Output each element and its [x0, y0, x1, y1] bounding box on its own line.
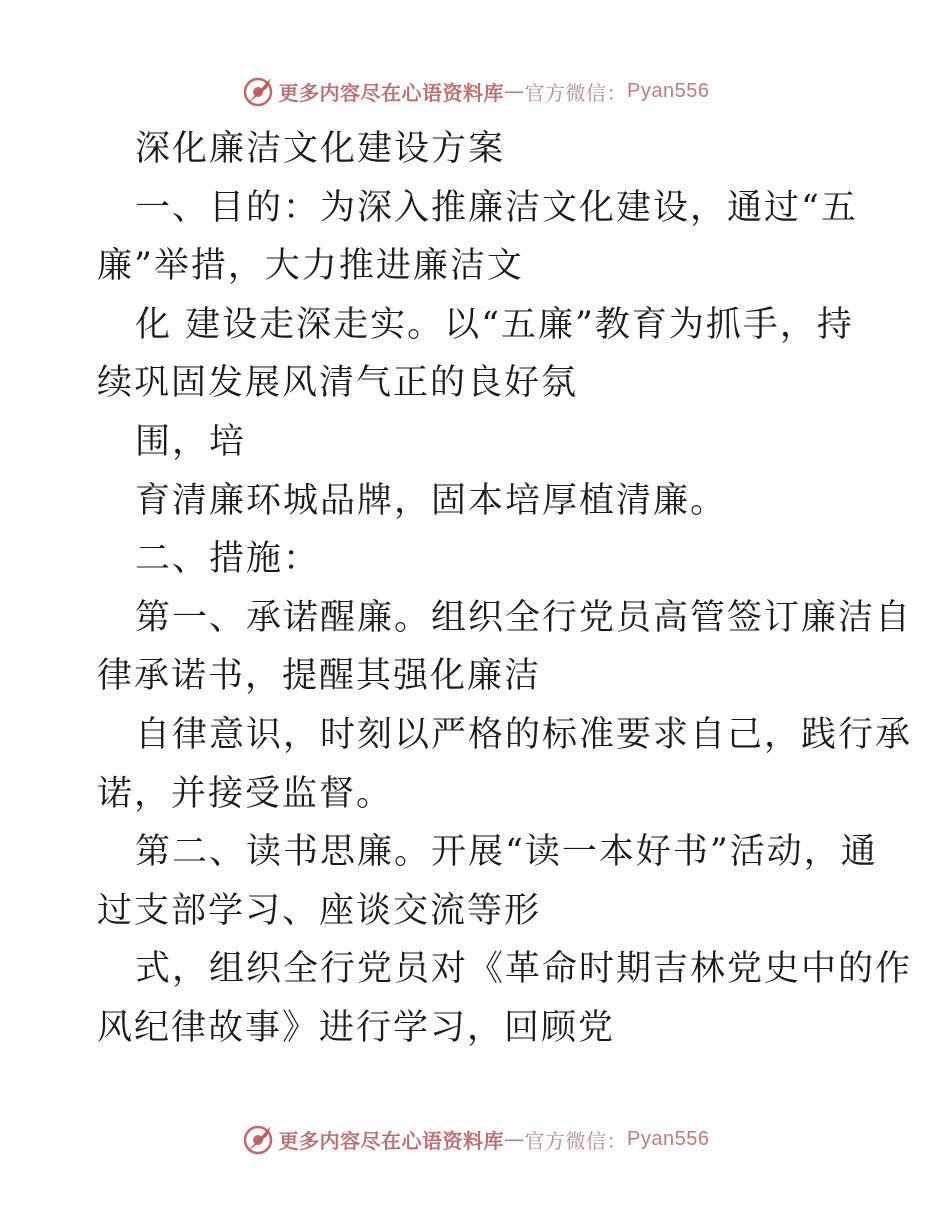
watermark-brand: 更多内容尽在心语资料库	[278, 80, 505, 105]
quill-seal-icon	[241, 74, 275, 108]
quill-seal-icon	[241, 1122, 275, 1156]
paragraph-line: 一、目的：为深入推廉洁文化建设，通过“五	[135, 187, 858, 228]
paragraph-line: 续巩固发展风清气正的良好氛	[97, 363, 579, 404]
paragraph-line: 过支部学习、座谈交流等形	[97, 890, 542, 931]
paragraph-line: 围，培	[135, 421, 247, 462]
watermark-code: Pyan556	[627, 1127, 710, 1150]
paragraph-line: 律承诺书，提醒其强化廉洁	[97, 656, 542, 697]
footer-watermark	[0, 1122, 950, 1156]
paragraph-line: 化 建设走深走实。以“五廉”教育为抓手，持	[135, 304, 854, 345]
paragraph-line: 式，组织全行党员对《革命时期吉林党史中的作	[135, 949, 913, 990]
paragraph-line: 育清廉环城品牌，固本培厚植清廉。	[135, 480, 728, 521]
paragraph-line: 深化廉洁文化建设方案	[135, 129, 506, 169]
paragraph-line: 二、措施：	[135, 539, 321, 580]
paragraph-line: 诺，并接受监督。	[97, 773, 394, 814]
paragraph-line: 风纪律故事》进行学习，回顾党	[97, 1007, 616, 1048]
watermark-code: Pyan556	[627, 79, 710, 102]
watermark-label: 官方微信：	[524, 80, 628, 105]
watermark-label: 官方微信：	[524, 1128, 628, 1153]
watermark-separator: —	[504, 79, 525, 103]
watermark-brand: 更多内容尽在心语资料库	[278, 1128, 505, 1153]
document-body	[97, 120, 913, 1058]
paragraph-line: 廉”举措，大力推进廉洁文	[97, 246, 524, 287]
header-watermark	[0, 74, 950, 108]
paragraph-line: 第一、承诺醒廉。组织全行党员高管签订廉洁自	[135, 597, 913, 638]
paragraph-line: 第二、读书思廉。开展“读一本好书”活动，通	[135, 832, 878, 873]
watermark-separator: —	[504, 1127, 525, 1151]
paragraph-line: 自律意识，时刻以严格的标准要求自己，践行承	[135, 714, 913, 755]
